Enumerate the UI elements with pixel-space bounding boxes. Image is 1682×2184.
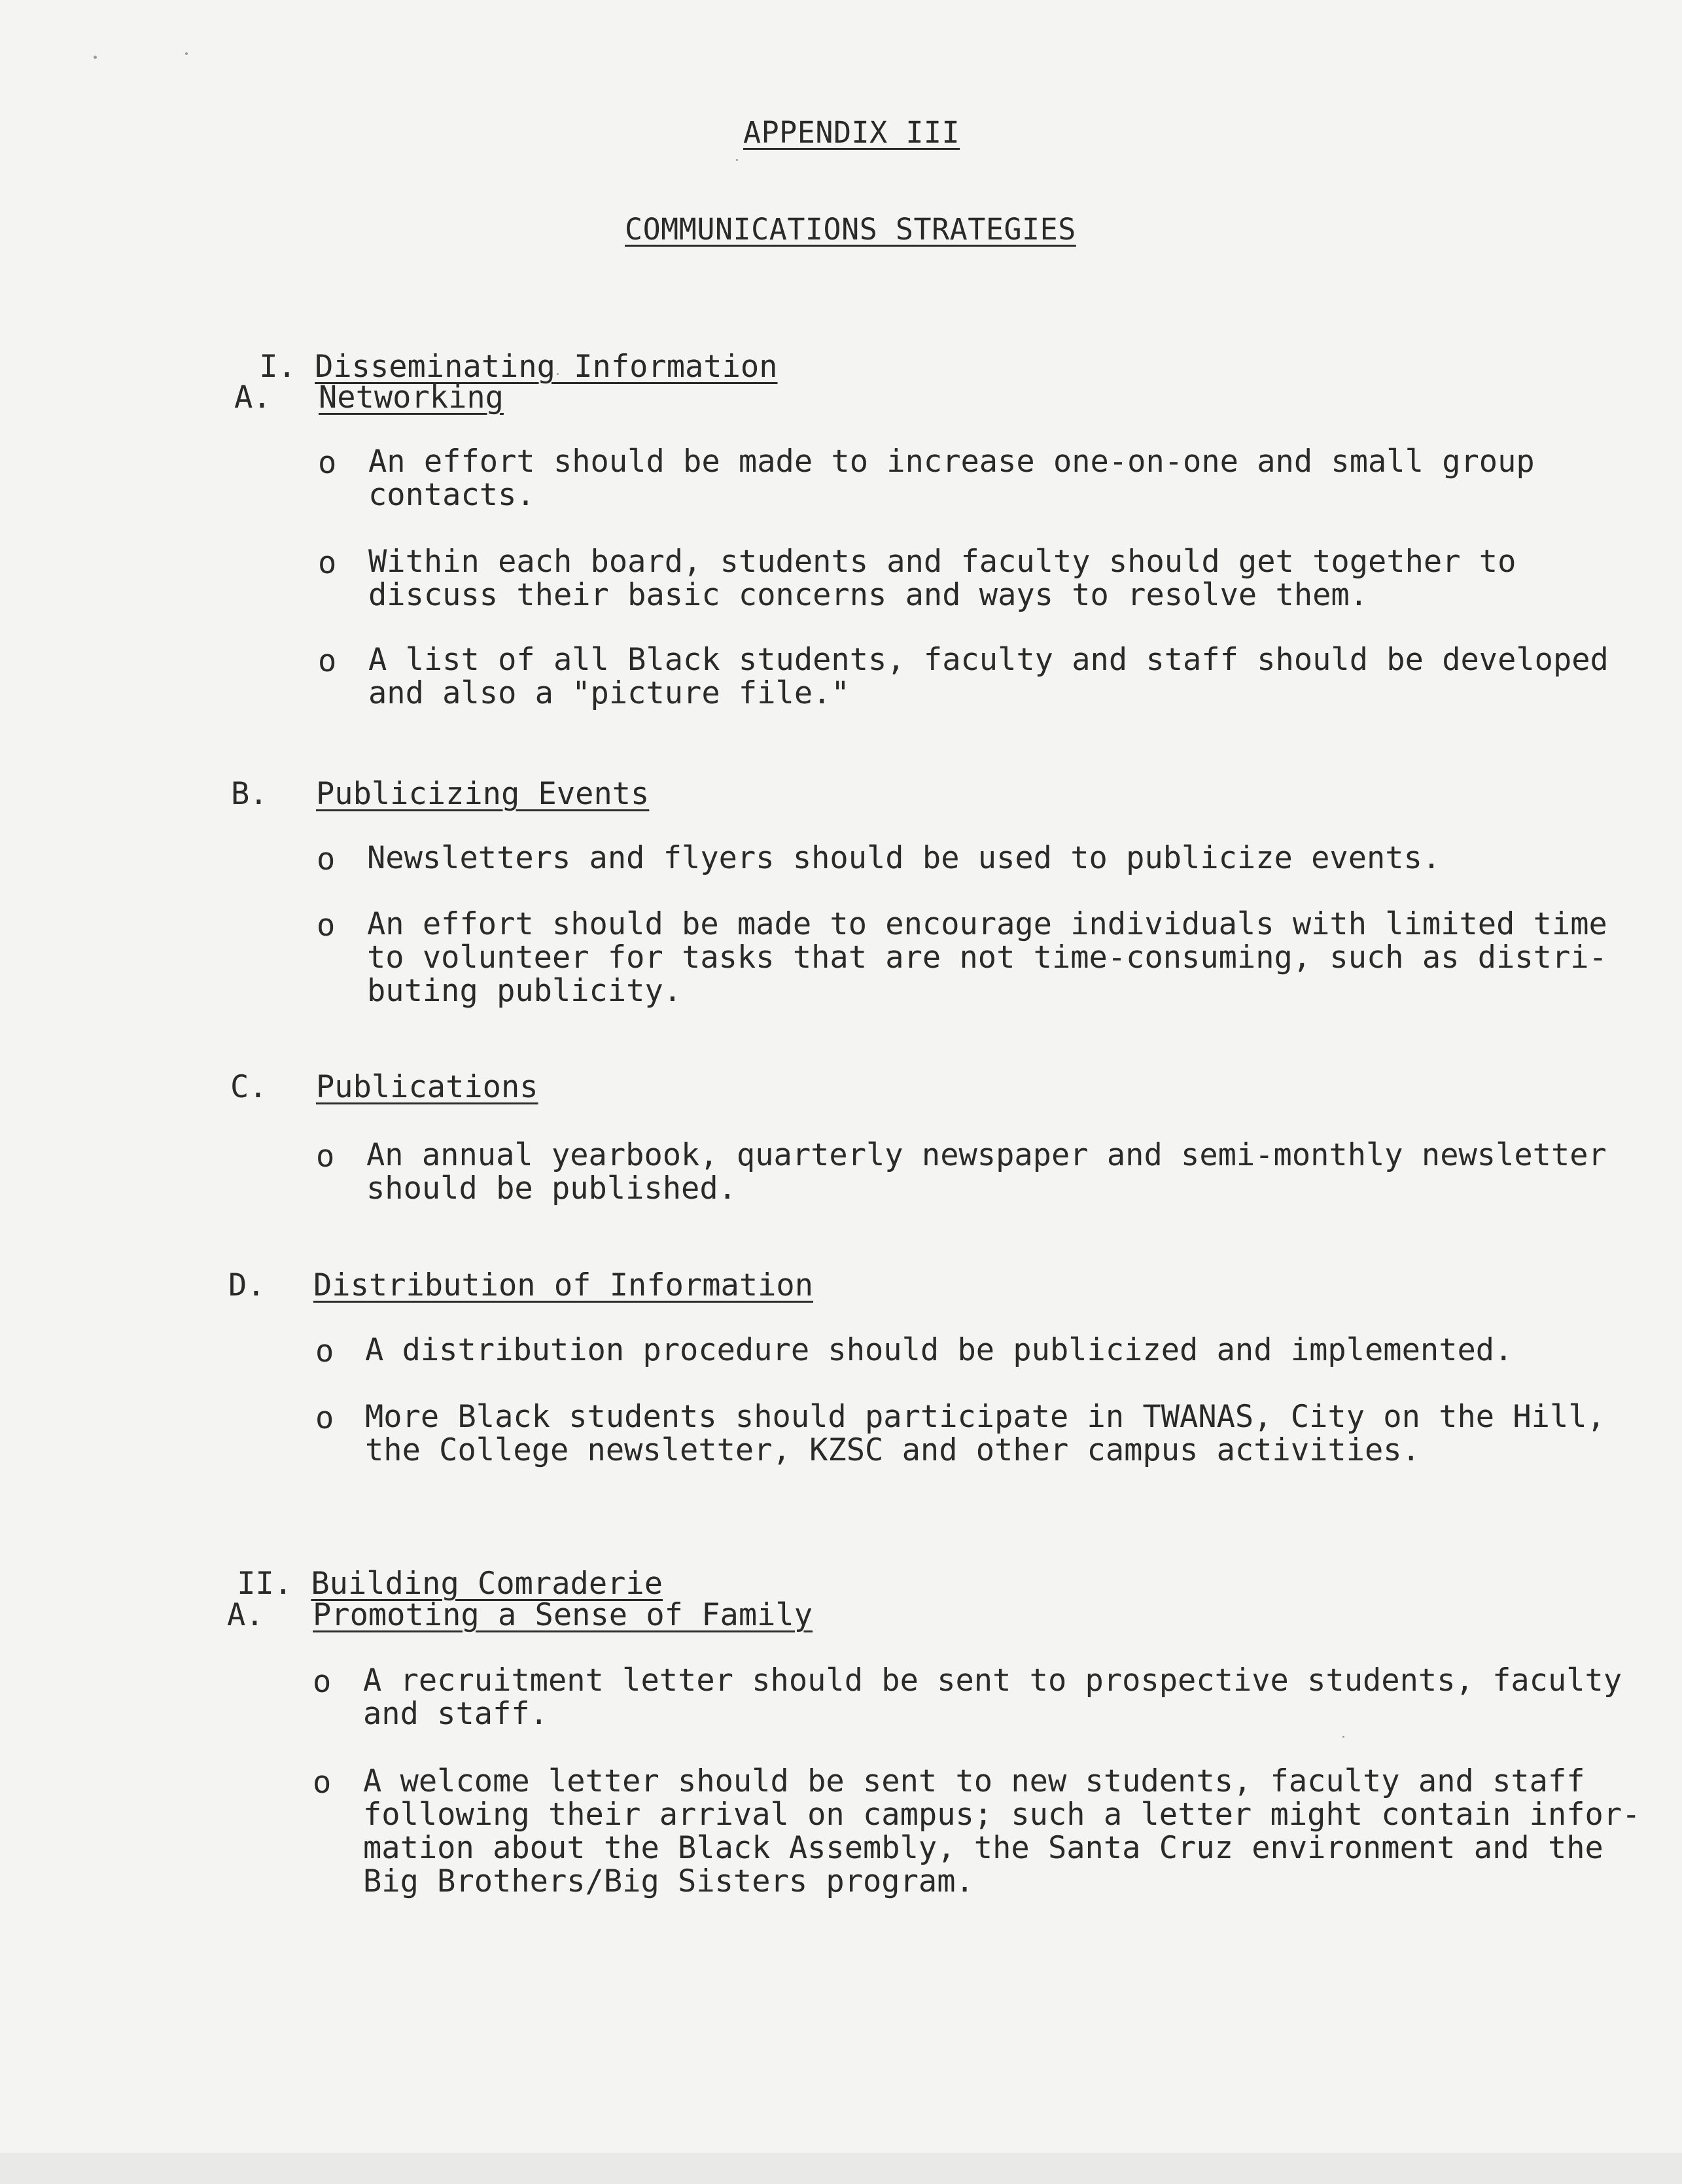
bullet-text: A list of all Black students, faculty and staff should be developed and also a "picture file.": [368, 642, 1609, 711]
scan-speck: [94, 56, 97, 59]
bullet-marker: o: [315, 1400, 334, 1436]
subsection-title: Distribution of Information: [313, 1267, 814, 1303]
appendix-title: APPENDIX III: [743, 115, 960, 150]
bullet-text: An annual yearbook, quarterly newspaper and semi-monthly newsletter should be published.: [366, 1137, 1607, 1206]
bullet-marker: o: [315, 1333, 334, 1369]
bullet-marker: o: [317, 907, 336, 943]
bullet-text: An effort should be made to increase one-on-one and small group contacts.: [368, 444, 1535, 513]
subsection-title: Publications: [316, 1069, 538, 1105]
section-numeral: I.: [259, 349, 296, 385]
scan-speck: [1342, 1736, 1344, 1738]
section-title: Disseminating Information: [315, 349, 778, 385]
bullet-marker: o: [316, 1138, 335, 1174]
subsection-title: Promoting a Sense of Family: [313, 1597, 813, 1633]
bullet-text: A recruitment letter should be sent to prospective students, faculty and staff.: [363, 1663, 1622, 1732]
scan-speck: [736, 159, 738, 161]
bullet-text: An effort should be made to encourage individuals with limited time to volunteer for tasks that are not time-consuming, such as distri- buting publicity.: [367, 906, 1607, 1009]
bullet-text: Within each board, students and faculty should get together to discuss their basic concerns and ways to resolve them.: [368, 544, 1516, 613]
subsection-letter: C.: [230, 1069, 268, 1105]
bullet-marker: o: [318, 445, 337, 481]
bullet-marker: o: [318, 643, 337, 679]
bullet-text: More Black students should participate in TWANAS, City on the Hill, the College newsletter, KZSC and other campus activities.: [365, 1399, 1605, 1468]
section-numeral: II.: [237, 1566, 293, 1602]
bullet-text: Newsletters and flyers should be used to publicize events.: [367, 840, 1441, 876]
subsection-letter: D.: [228, 1267, 266, 1303]
section-title: Building Comraderie: [311, 1566, 663, 1602]
subsection-letter: A.: [234, 379, 272, 415]
subsection-letter: A.: [227, 1597, 264, 1633]
bullet-marker: o: [313, 1765, 332, 1801]
subsection-letter: B.: [231, 776, 268, 812]
document-title: COMMUNICATIONS STRATEGIES: [625, 212, 1076, 247]
bullet-marker: o: [313, 1664, 332, 1700]
subsection-title: Networking: [319, 379, 504, 415]
bullet-marker: o: [317, 841, 336, 877]
scan-speck: [185, 52, 188, 55]
bullet-marker: o: [318, 545, 337, 581]
subsection-title: Publicizing Events: [316, 776, 650, 812]
bullet-text: A welcome letter should be sent to new students, faculty and staff following their arrival on campus; such a letter might contain infor- mation about the Black Assembly, the Santa Cruz environment and the Big Brothers/Big Sisters program.: [363, 1763, 1641, 1899]
scan-bottom-edge: [0, 2153, 1682, 2184]
bullet-text: A distribution procedure should be publicized and implemented.: [365, 1332, 1513, 1368]
